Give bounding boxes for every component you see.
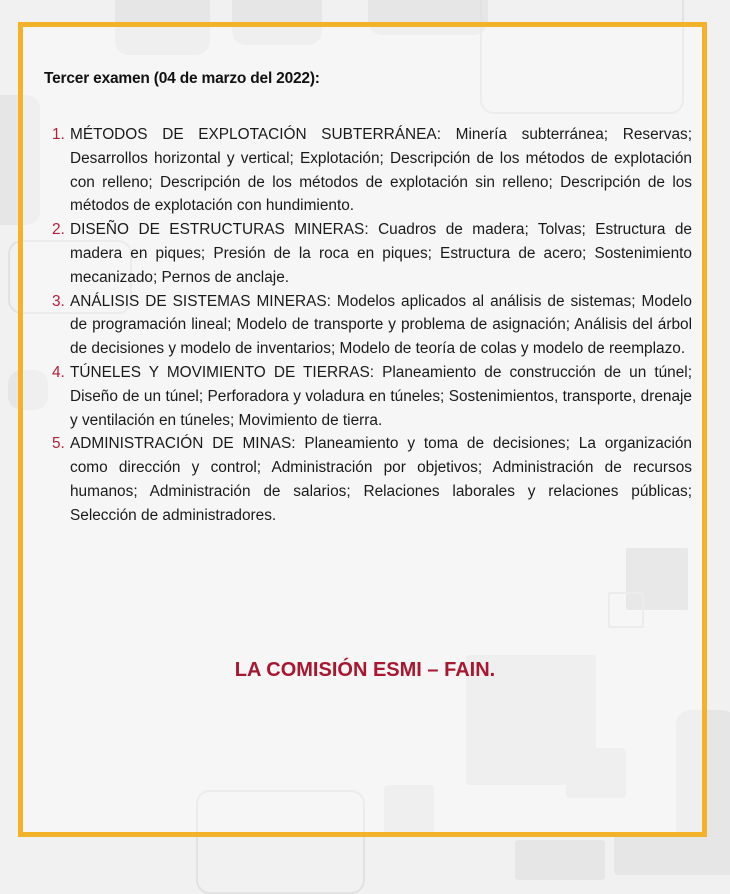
list-item: [52, 432, 692, 527]
topic-list: [52, 123, 692, 528]
list-number: 4.: [52, 363, 65, 381]
list-number: 2.: [52, 221, 65, 239]
list-item: [52, 361, 692, 432]
list-text: MÉTODOS DE EXPLOTACIÓN SUBTERRÁNEA: Minería subterránea; Reservas; Desarrollos horizontal y vertical; Explotación; Descripción de los métodos de explotación con relleno; Descripción de los métodos de explotación sin relleno; Descripción de los métodos de explotación con hundimiento.: [70, 126, 692, 215]
list-text: ADMINISTRACIÓN DE MINAS: Planeamiento y toma de decisiones; La organización como dirección y control; Administración por objetivos; Administración de recursos humanos; Administración de salarios; Relaciones laborales y relaciones públicas; Selección de administradores.: [70, 435, 692, 524]
background-shape: [614, 835, 730, 875]
list-item: [52, 123, 692, 218]
exam-heading: Tercer examen (04 de marzo del 2022):: [44, 70, 320, 87]
list-number: 1.: [52, 126, 65, 143]
list-text: TÚNELES Y MOVIMIENTO DE TIERRAS: Planeamiento de construcción de un túnel; Diseño de un túnel; Perforadora y voladura en túneles; Sostenimientos, transporte, drenaje y ventilación en túneles; Movimiento de tierra.: [70, 363, 692, 429]
list-number: 5.: [52, 435, 65, 453]
commission-signature: LA COMISIÓN ESMI – FAIN.: [234, 659, 496, 681]
list-number: 3.: [52, 292, 65, 310]
list-text: DISEÑO DE ESTRUCTURAS MINERAS: Cuadros de madera; Tolvas; Estructura de madera en piques; Presión de la roca en piques; Estructura de acero; Sostenimiento mecanizado; Pernos de anclaje.: [70, 221, 692, 286]
background-shape: [515, 840, 605, 880]
list-item: [52, 218, 692, 289]
list-text: ANÁLISIS DE SISTEMAS MINERAS: Modelos aplicados al análisis de sistemas; Modelo de programación lineal; Modelo de transporte y problema de asignación; Análisis del árbol de decisiones y modelo de inventarios; Modelo de teoría de colas y modelo de reemplazo.: [70, 292, 692, 358]
list-item: [52, 290, 692, 361]
